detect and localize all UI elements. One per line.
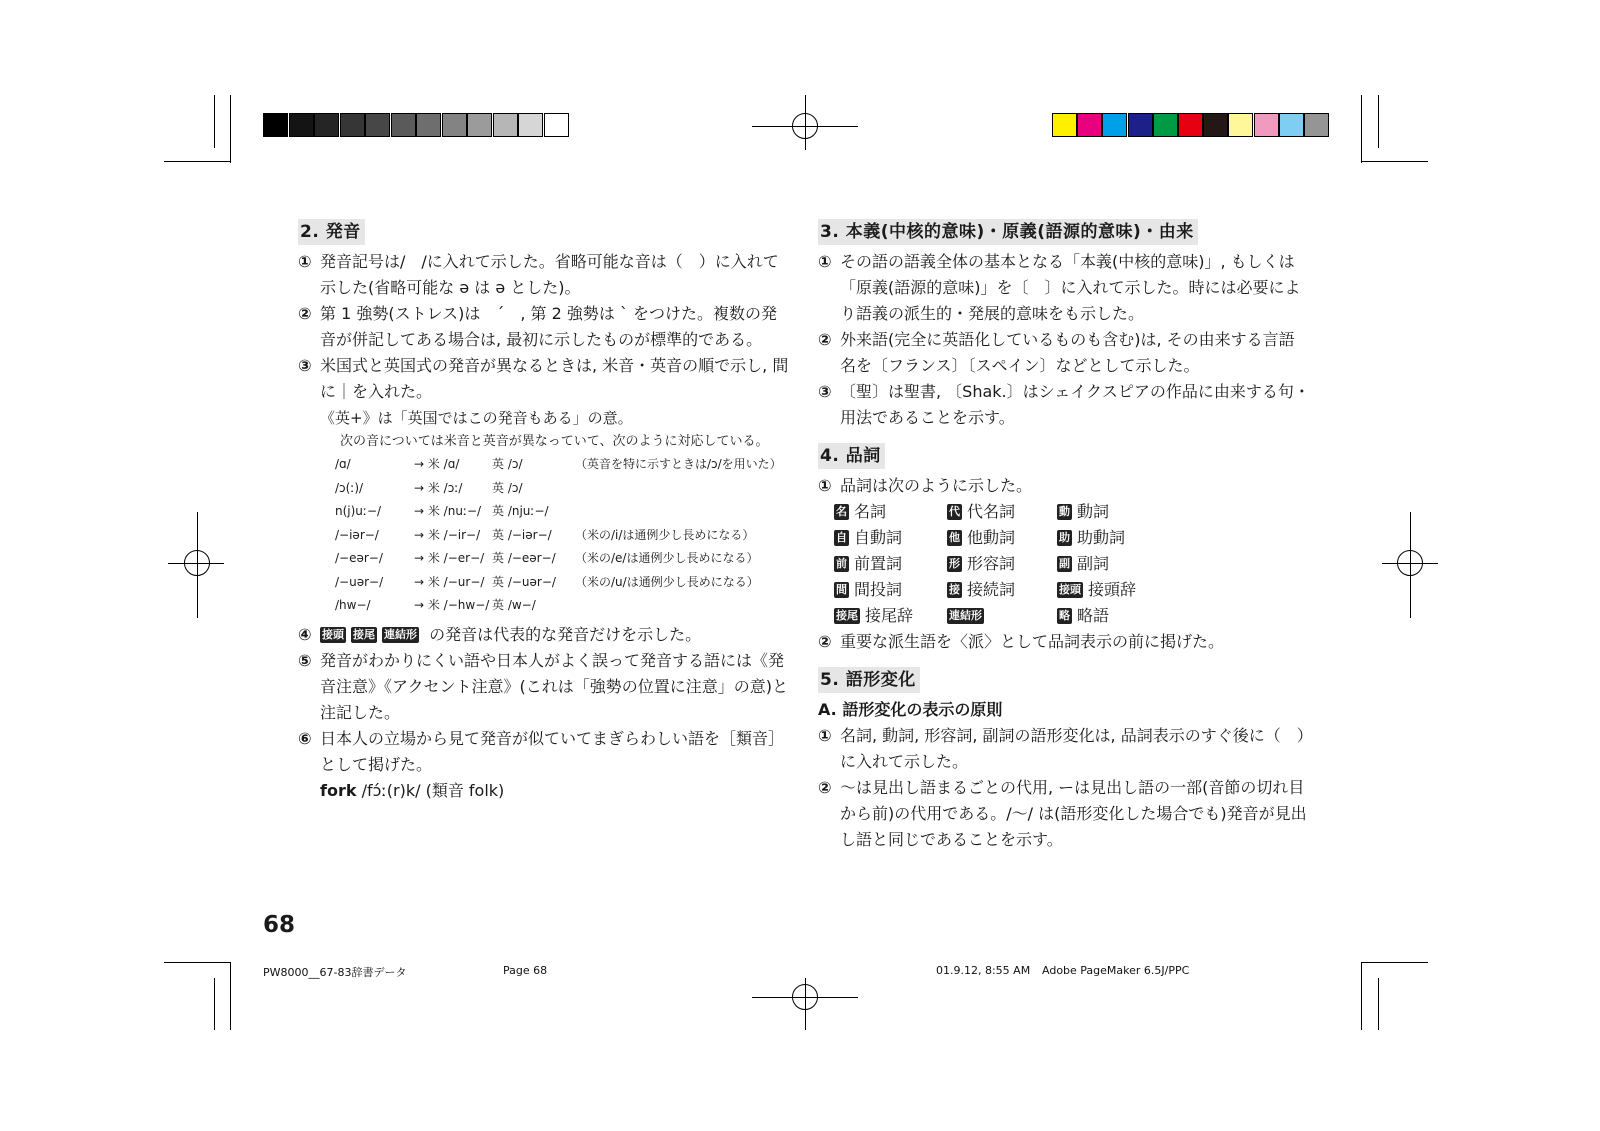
- pos-label-icon: 助: [1059, 531, 1070, 544]
- pos-label-icon: 接頭: [1059, 583, 1081, 596]
- list-item: ① 発音記号は/ /に入れて示した。省略可能な音は（ ）に入れて示した(省略可能な ə は ə とした)。: [298, 252, 779, 297]
- pos-entry: 間 間投詞: [836, 580, 903, 599]
- left-column: [298, 219, 793, 804]
- pronunciation-row: /ɑ/ → 米 /ɑ/ 英 /ɔ/ （英音を特に示すときは/ɔ/を用いた）: [335, 457, 782, 471]
- color-swatch: [1203, 113, 1228, 137]
- pos-entry: 形 形容詞: [949, 554, 1016, 573]
- pos-label-icon: 副: [1059, 557, 1070, 570]
- pos-label-icon: 形: [949, 557, 960, 570]
- pos-entry: 副 副詞: [1059, 554, 1110, 573]
- pronunciation-table-title: 次の音については米音と英音が異なっていて、次のように対応している。: [340, 434, 769, 449]
- footer-page: Page 68: [503, 964, 548, 977]
- pos-entry: 自 自動詞: [836, 528, 903, 547]
- color-swatch: [1052, 113, 1077, 137]
- right-column: [818, 219, 1310, 853]
- pos-entry: 他 他動詞: [949, 528, 1016, 547]
- list-item: ⑥ 日本人の立場から見て発音が似ていてまぎらわしい語を［類音］として掲げた。: [298, 728, 785, 774]
- pos-label-icon: 略: [1059, 609, 1070, 622]
- list-item: ⑤ 発音がわかりにくい語や日本人がよく誤って発音する語には《発音注意》《アクセント注意》(これは「強勢の位置に注意」の意)と注記した。: [298, 650, 789, 722]
- pos-entry: 前 前置詞: [836, 554, 903, 573]
- color-swatch: [1102, 113, 1127, 137]
- color-swatch: [1153, 113, 1178, 137]
- footer-date: 01.9.12, 8:55 AM: [936, 964, 1031, 977]
- color-swatch: [1304, 113, 1329, 137]
- combining-form-label-icon: 連結形: [384, 627, 417, 641]
- list-item: ③ 〔聖〕は聖書, 〔Shak.〕はシェイクスピアの作品に由来する句・用法であることを示す。: [818, 382, 1310, 427]
- list-item: ② 外来語(完全に英語化しているものも含む)は, その由来する言語名を〔フランス〕〔スペイン〕などとして示した。: [818, 330, 1295, 375]
- pos-label-icon: 動: [1059, 505, 1070, 518]
- pos-label-icon: 接尾: [836, 609, 858, 622]
- section-title-parts-of-speech: 4. 品詞: [818, 443, 885, 469]
- example-word: fork: [320, 780, 357, 800]
- pronunciation-row: /−eər−/ → 米 /−er−/ 英 /−eər−/ （米の/e/は通例少し長めになる）: [335, 551, 759, 565]
- gray-swatch: [289, 113, 314, 137]
- pronunciation-table: [298, 453, 793, 618]
- subsection-title: A. 語形変化の表示の原則: [818, 700, 1003, 719]
- color-swatch: [1178, 113, 1203, 137]
- list-item: ① 名詞, 動詞, 形容詞, 副詞の語形変化は, 品詞表示のすぐ後に（ ）に入れて示した。: [818, 726, 1305, 771]
- section-title-core-meaning: 3. 本義(中核的意味)・原義(語源的意味)・由来: [818, 219, 1198, 245]
- gray-swatch: [518, 113, 543, 137]
- color-swatch: [1279, 113, 1304, 137]
- color-swatch: [1254, 113, 1279, 137]
- list-item: ④ 接頭 接尾 連結形 の発音は代表的な発音だけを示した。: [298, 624, 702, 644]
- list-item: ② 重要な派生語を〈派〉として品詞表示の前に掲げた。: [818, 632, 1225, 651]
- gray-swatch: [391, 113, 416, 137]
- list-item: ② 〜は見出し語まるごとの代用, ーは見出し語の一部(音節の切れ目から前)の代用である。/〜/ は(語形変化した場合でも)発音が見出し語と同じであることを示す。: [818, 778, 1307, 849]
- gray-swatch: [314, 113, 339, 137]
- pos-entry: [947, 603, 1057, 629]
- pos-entry: 接尾 接尾辞: [836, 606, 914, 625]
- list-item: ① その語の語義全体の基本となる「本義(中核的意味)」, もしくは「原義(語源的意味)」を〔 〕に入れて示した。時には必要により語義の派生的・発展的意味をも示した。: [818, 252, 1301, 323]
- example-pronunciation: /fɔ́ː(r)k/ (類音 folk): [361, 780, 505, 800]
- pos-entry: 動 動詞: [1059, 502, 1110, 521]
- footer-application: Adobe PageMaker 6.5J/PPC: [1042, 964, 1190, 977]
- note-text: 《英+》は「英国ではこの発音もある」の意。: [320, 409, 633, 427]
- color-swatch: [1077, 113, 1102, 137]
- parts-of-speech-grid: [818, 499, 1310, 629]
- footer-file-name: PW8000__67-83辞書データ: [263, 966, 407, 979]
- pos-entry: 接頭 接頭辞: [1059, 580, 1137, 599]
- color-swatch: [1128, 113, 1153, 137]
- pos-entry: 略 略語: [1059, 606, 1110, 625]
- pronunciation-row: /hw−/ → 米 /−hw−/ 英 /w−/: [335, 598, 536, 612]
- example-line: [298, 778, 793, 804]
- gray-swatch: [467, 113, 492, 137]
- list-item: ③ 米国式と英国式の発音が異なるときは, 米音・英音の順で示し, 間に｜を入れた。: [298, 356, 789, 401]
- suffix-label-icon: 接尾: [353, 627, 375, 641]
- gray-swatch: [340, 113, 365, 137]
- pos-label-icon: 代: [949, 505, 960, 518]
- gray-swatch: [493, 113, 518, 137]
- prefix-label-icon: 接頭: [322, 627, 344, 641]
- pos-entry: 接 接続詞: [949, 580, 1016, 599]
- list-item: ① 品詞は次のように示した。: [818, 476, 1033, 495]
- gray-swatch: [416, 113, 441, 137]
- pronunciation-row: /ɔ(ː)/ → 米 /ɔː/ 英 /ɔ/: [335, 480, 523, 495]
- list-item: ② 第 1 強勢(ストレス)は ´ , 第 2 強勢は ` をつけた。複数の発音が併記してある場合は, 最初に示したものが標準的である。: [298, 304, 778, 349]
- gray-swatch: [442, 113, 467, 137]
- pos-label-icon: 間: [836, 583, 847, 596]
- pronunciation-row: /−uər−/ → 米 /−ur−/ 英 /−uər−/ （米の/u/は通例少し長めになる）: [335, 574, 759, 589]
- gray-swatch: [544, 113, 569, 137]
- color-swatch: [1228, 113, 1253, 137]
- pos-label-icon: 自: [836, 531, 847, 544]
- gray-swatch: [263, 113, 288, 137]
- pos-entry: 名 名詞: [836, 502, 887, 521]
- pronunciation-row: /−iər−/ → 米 /−ir−/ 英 /−iər−/ （米の/i/は通例少し長めになる）: [335, 527, 755, 542]
- pronunciation-row: n(j)uː−/ → 米 /nuː−/ 英 /njuː−/: [335, 504, 549, 518]
- pos-entry: 代 代名詞: [949, 502, 1016, 521]
- gray-swatch: [365, 113, 390, 137]
- pos-label-icon: 連結形: [949, 609, 982, 622]
- pos-label-icon: 前: [836, 557, 847, 570]
- pos-label-icon: 他: [949, 531, 960, 544]
- pos-label-icon: 名: [836, 505, 847, 518]
- pos-entry: 助 助動詞: [1059, 528, 1126, 547]
- section-title-inflection: 5. 語形変化: [818, 667, 920, 693]
- page-number: 68: [263, 912, 296, 938]
- pos-label-icon: 接: [949, 583, 960, 596]
- section-title-pronunciation: 2. 発音: [298, 219, 365, 245]
